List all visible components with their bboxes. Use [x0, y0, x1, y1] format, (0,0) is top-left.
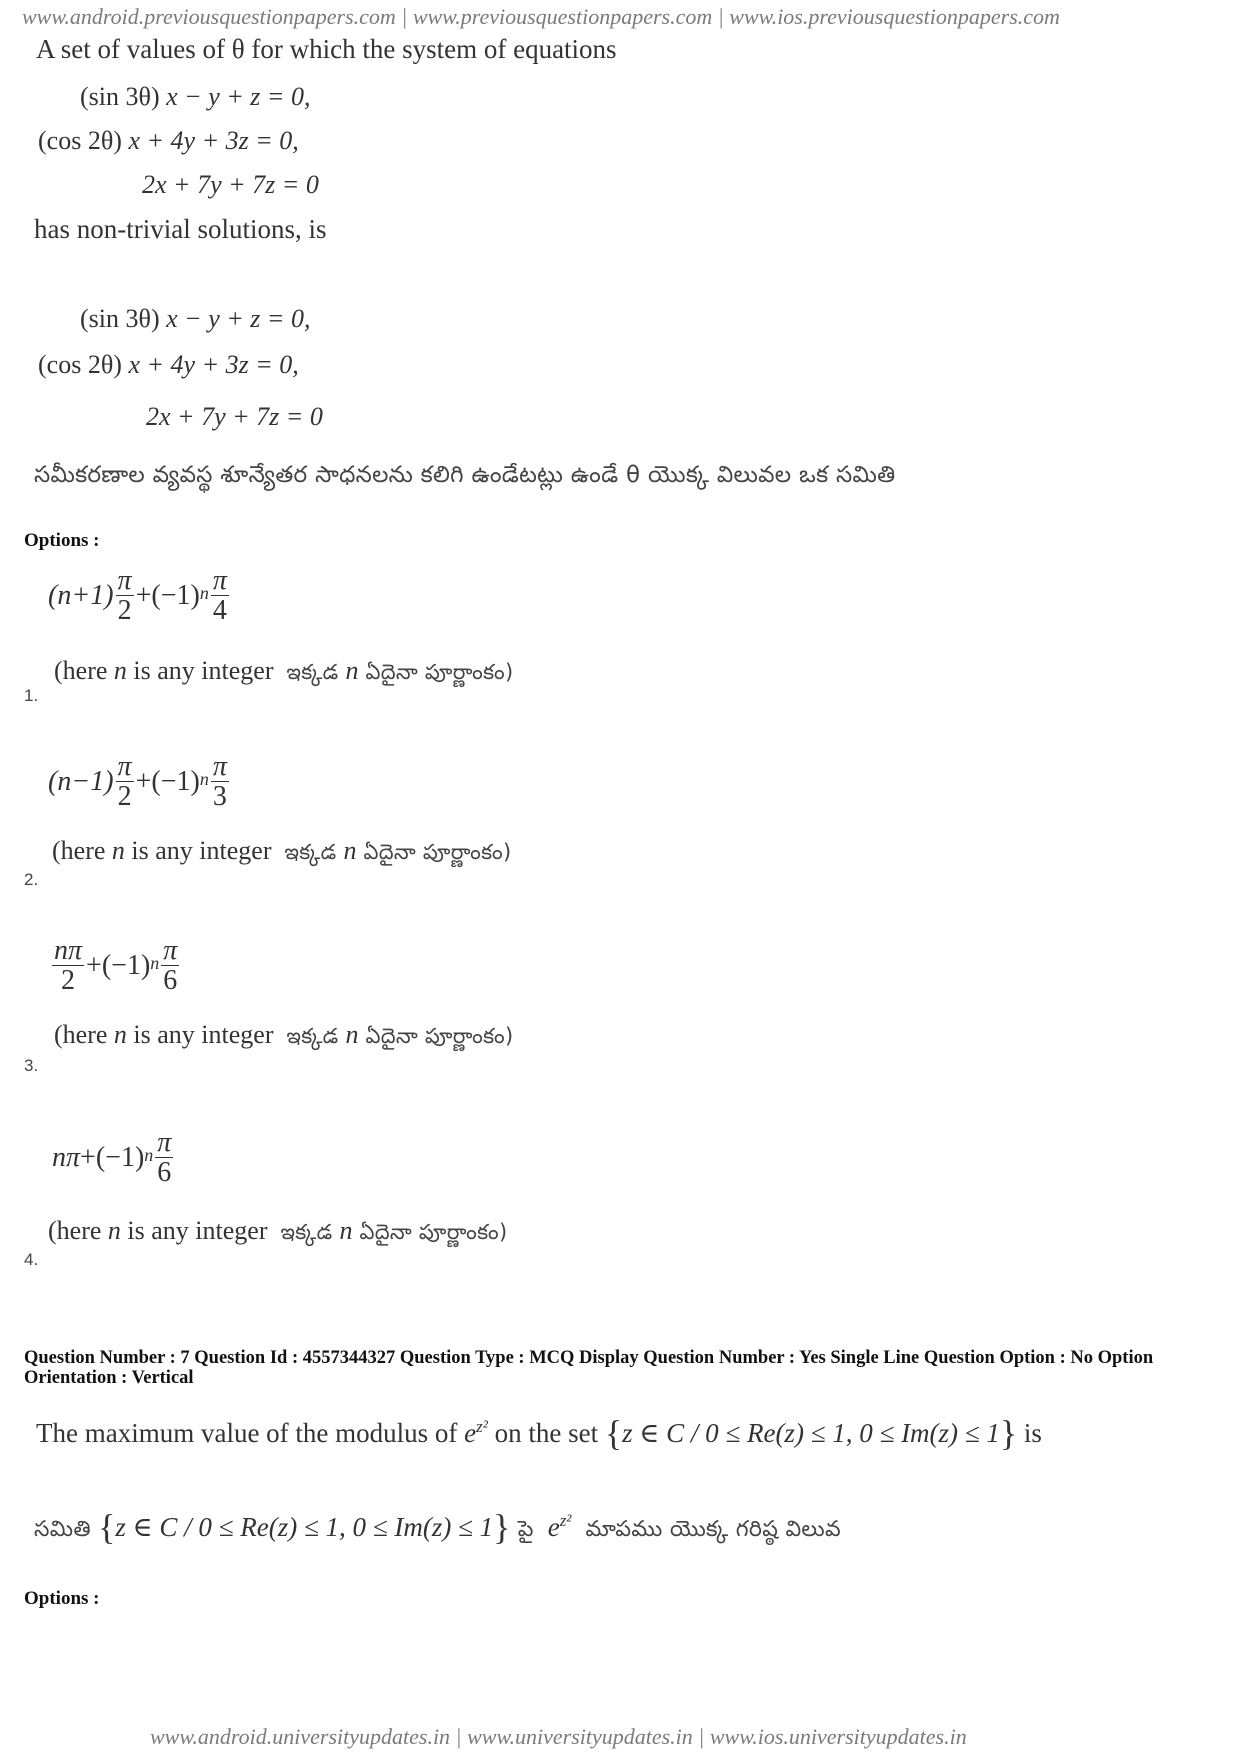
eq-coef: (cos 2θ): [38, 350, 122, 379]
formula-lead: (n−1): [48, 765, 114, 797]
equation-3: 2x + 7y + 7z = 0: [142, 170, 319, 199]
option-2-number[interactable]: 2.: [24, 870, 39, 889]
exponent: n: [150, 953, 160, 974]
option-4-hint: (here n is any integer ఇక్కడ n ఏదైనా పూర్ణాంకం): [48, 1216, 508, 1245]
question-7-stem-en: The maximum value of the modulus of $e^{z^2}$ on the set {z ∈ C / 0 ≤ Re(z) ≤ 1, 0 ≤ Im(z) ≤ 1} is: [36, 1413, 1042, 1453]
header-watermark: www.android.previousquestionpapers.com | www.previousquestionpapers.com | www.ios.previousquestionpapers.com: [22, 4, 1060, 29]
formula-lead: nπ: [52, 1141, 81, 1173]
fraction: $\frac{\pi}{4}$: [212, 565, 227, 627]
option-3-formula[interactable]: [50, 936, 181, 996]
exponent: n: [199, 769, 209, 790]
formula-mid: +(−1): [86, 949, 151, 981]
eq-rest: x + 4y + 3z = 0,: [128, 126, 299, 155]
option-1-number[interactable]: 1.: [24, 686, 39, 705]
eq-coef: (sin 3θ): [80, 304, 160, 333]
question-tail-en: has non-trivial solutions, is: [34, 214, 327, 244]
formula-lead: (n+1): [48, 579, 114, 611]
fraction: $\frac{\pi}{2}$: [117, 565, 132, 627]
footer-watermark: www.android.universityupdates.in | www.universityupdates.in | www.ios.universityupdates.in: [150, 1724, 967, 1749]
fraction: $\frac{\pi}{6}$: [157, 1127, 172, 1189]
equation-1-te: [80, 304, 310, 334]
options-label: Options :: [24, 530, 100, 551]
fraction: $\frac{\pi}{3}$: [212, 751, 227, 813]
question-7-stem-te: సమితి {z ∈ C / 0 ≤ Re(z) ≤ 1, 0 ≤ Im(z) ≤ 1} పై $e^{z^2}$ మాపము యొక్క గరిష్ఠ విలువ: [34, 1507, 841, 1547]
question-stem-en: A set of values of θ for which the system of equations: [36, 34, 617, 64]
equation-2: [38, 126, 299, 156]
exponent: n: [144, 1145, 154, 1166]
eq-coef: (cos 2θ): [38, 126, 122, 155]
option-4-number[interactable]: 4.: [24, 1250, 39, 1269]
option-3-number[interactable]: 3.: [24, 1056, 39, 1075]
question-7-options-label: Options :: [24, 1588, 100, 1609]
option-4-formula[interactable]: [52, 1128, 175, 1188]
option-1-hint: (here n is any integer ఇక్కడ n ఏదైనా పూర్ణాంకం): [54, 656, 514, 685]
eq-coef: (sin 3θ): [80, 82, 160, 111]
option-3-hint: (here n is any integer ఇక్కడ n ఏదైనా పూర్ణాంకం): [54, 1020, 514, 1049]
fraction: $\frac{\pi}{6}$: [163, 935, 178, 997]
eq-rest: x − y + z = 0,: [166, 304, 311, 333]
option-2-hint: (here n is any integer ఇక్కడ n ఏదైనా పూర్ణాంకం): [52, 836, 512, 865]
equation-3-te: 2x + 7y + 7z = 0: [146, 402, 323, 431]
equation-1: [80, 82, 310, 112]
formula-mid: +(−1): [135, 579, 200, 611]
option-1-formula[interactable]: [48, 566, 231, 626]
question-7-meta: Question Number : 7 Question Id : 4557344327 Question Type : MCQ Display Question Number : Yes Single Line Question Option : No Option Orientation : Vertical: [24, 1348, 1154, 1388]
formula-mid: +(−1): [135, 765, 200, 797]
fraction: $\frac{\pi}{2}$: [117, 751, 132, 813]
fraction: $\frac{n\pi}{2}$: [54, 935, 83, 997]
eq-rest: x − y + z = 0,: [166, 82, 311, 111]
exponent: n: [199, 583, 209, 604]
equation-2-te: [38, 350, 299, 380]
eq-rest: x + 4y + 3z = 0,: [128, 350, 299, 379]
question-stem-te: సమీకరణాల వ్యవస్థ శూన్యేతర సాధనలను కలిగి ఉండేటట్లు ఉండే θ యొక్క విలువల ఒక సమితి: [34, 462, 896, 488]
formula-mid: +(−1): [80, 1141, 145, 1173]
option-2-formula[interactable]: [48, 752, 231, 812]
